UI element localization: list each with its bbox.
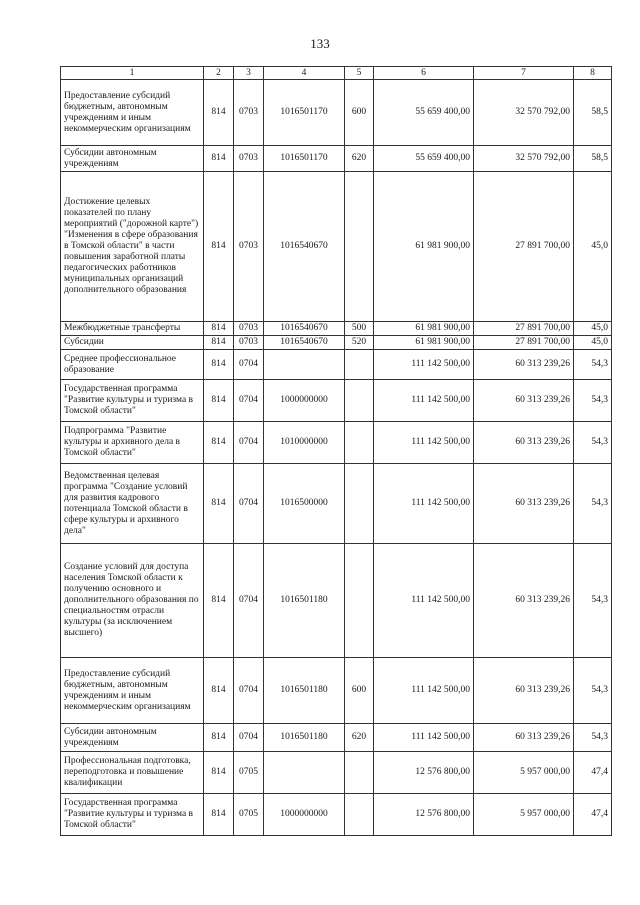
row-admin-code: 814 <box>204 544 234 658</box>
row-percent: 45,0 <box>574 336 612 350</box>
row-section-code: 0704 <box>234 658 264 724</box>
row-fact-amount: 60 313 239,26 <box>474 350 574 380</box>
row-kind-code <box>345 350 374 380</box>
row-plan-amount: 111 142 500,00 <box>374 658 474 724</box>
row-percent: 45,0 <box>574 322 612 336</box>
header-cell: 4 <box>264 67 345 80</box>
row-kind-code: 600 <box>345 658 374 724</box>
row-plan-amount: 12 576 800,00 <box>374 794 474 836</box>
row-percent: 54,3 <box>574 658 612 724</box>
row-admin-code: 814 <box>204 350 234 380</box>
row-kind-code <box>345 172 374 322</box>
row-admin-code: 814 <box>204 724 234 752</box>
row-admin-code: 814 <box>204 146 234 172</box>
row-admin-code: 814 <box>204 80 234 146</box>
row-plan-amount: 61 981 900,00 <box>374 322 474 336</box>
row-name: Среднее профессиональное образование <box>61 350 204 380</box>
row-section-code: 0703 <box>234 172 264 322</box>
table-row <box>61 336 612 350</box>
row-section-code: 0703 <box>234 146 264 172</box>
page-number: 133 <box>310 36 330 51</box>
row-plan-amount: 12 576 800,00 <box>374 752 474 794</box>
row-percent: 54,3 <box>574 544 612 658</box>
row-percent: 45,0 <box>574 172 612 322</box>
row-target-code: 1000000000 <box>264 380 345 422</box>
table-row <box>61 322 612 336</box>
row-name: Государственная программа "Развитие культуры и туризма в Томской области" <box>61 794 204 836</box>
row-plan-amount: 55 659 400,00 <box>374 146 474 172</box>
budget-table <box>60 66 612 836</box>
table-row <box>61 80 612 146</box>
row-kind-code: 600 <box>345 80 374 146</box>
table-row <box>61 752 612 794</box>
row-admin-code: 814 <box>204 336 234 350</box>
row-target-code: 1010000000 <box>264 422 345 464</box>
row-percent: 54,3 <box>574 464 612 544</box>
header-cell: 7 <box>474 67 574 80</box>
row-fact-amount: 60 313 239,26 <box>474 464 574 544</box>
row-target-code: 1016501170 <box>264 146 345 172</box>
row-kind-code <box>345 794 374 836</box>
row-kind-code: 500 <box>345 322 374 336</box>
row-name: Субсидии <box>61 336 204 350</box>
header-cell: 2 <box>204 67 234 80</box>
row-fact-amount: 5 957 000,00 <box>474 752 574 794</box>
row-target-code: 1016540670 <box>264 322 345 336</box>
table-row <box>61 350 612 380</box>
row-section-code: 0704 <box>234 422 264 464</box>
row-target-code: 1016540670 <box>264 172 345 322</box>
row-name: Достижение целевых показателей по плану мероприятий ("дорожной карте") "Изменения в сфере образования в Томской области" в части повышения заработной платы педагогических работников муниципальных организаций дополнительного образования <box>61 172 204 322</box>
row-fact-amount: 32 570 792,00 <box>474 80 574 146</box>
row-kind-code <box>345 464 374 544</box>
header-cell: 3 <box>234 67 264 80</box>
row-name: Государственная программа "Развитие культуры и туризма в Томской области" <box>61 380 204 422</box>
row-plan-amount: 111 142 500,00 <box>374 380 474 422</box>
row-plan-amount: 111 142 500,00 <box>374 544 474 658</box>
row-fact-amount: 5 957 000,00 <box>474 794 574 836</box>
row-fact-amount: 60 313 239,26 <box>474 724 574 752</box>
row-target-code: 1016501180 <box>264 544 345 658</box>
row-name: Подпрограмма "Развитие культуры и архивного дела в Томской области" <box>61 422 204 464</box>
row-admin-code: 814 <box>204 380 234 422</box>
row-fact-amount: 60 313 239,26 <box>474 380 574 422</box>
row-kind-code <box>345 380 374 422</box>
row-kind-code: 620 <box>345 724 374 752</box>
row-name: Создание условий для доступа населения Томской области к получению основного и дополнительного образования по специальностям отрасли культуры (за исключением высшего) <box>61 544 204 658</box>
row-fact-amount: 60 313 239,26 <box>474 544 574 658</box>
table-row <box>61 658 612 724</box>
row-plan-amount: 111 142 500,00 <box>374 464 474 544</box>
row-kind-code: 620 <box>345 146 374 172</box>
row-plan-amount: 111 142 500,00 <box>374 422 474 464</box>
row-section-code: 0703 <box>234 322 264 336</box>
row-percent: 54,3 <box>574 724 612 752</box>
row-percent: 47,4 <box>574 794 612 836</box>
row-section-code: 0703 <box>234 80 264 146</box>
header-cell: 6 <box>374 67 474 80</box>
row-section-code: 0704 <box>234 350 264 380</box>
row-admin-code: 814 <box>204 658 234 724</box>
row-admin-code: 814 <box>204 322 234 336</box>
row-admin-code: 814 <box>204 172 234 322</box>
row-plan-amount: 61 981 900,00 <box>374 172 474 322</box>
row-admin-code: 814 <box>204 464 234 544</box>
row-target-code: 1016500000 <box>264 464 345 544</box>
row-name: Субсидии автономным учреждениям <box>61 724 204 752</box>
row-percent: 54,3 <box>574 422 612 464</box>
row-name: Профессиональная подготовка, переподготовка и повышение квалификации <box>61 752 204 794</box>
row-target-code: 1016501180 <box>264 724 345 752</box>
row-target-code: 1016540670 <box>264 336 345 350</box>
row-section-code: 0705 <box>234 794 264 836</box>
row-section-code: 0704 <box>234 544 264 658</box>
table-row <box>61 794 612 836</box>
row-fact-amount: 60 313 239,26 <box>474 422 574 464</box>
row-fact-amount: 60 313 239,26 <box>474 658 574 724</box>
row-name: Субсидии автономным учреждениям <box>61 146 204 172</box>
row-kind-code <box>345 422 374 464</box>
table-row <box>61 146 612 172</box>
row-target-code: 1016501180 <box>264 658 345 724</box>
header-cell: 5 <box>345 67 374 80</box>
row-name: Ведомственная целевая программа "Создание условий для развития кадрового потенциала Томской области в сфере культуры и архивного дела" <box>61 464 204 544</box>
row-percent: 47,4 <box>574 752 612 794</box>
row-section-code: 0704 <box>234 380 264 422</box>
table-row <box>61 422 612 464</box>
table-row <box>61 724 612 752</box>
row-fact-amount: 27 891 700,00 <box>474 172 574 322</box>
row-fact-amount: 27 891 700,00 <box>474 322 574 336</box>
row-plan-amount: 111 142 500,00 <box>374 350 474 380</box>
row-section-code: 0705 <box>234 752 264 794</box>
row-name: Предоставление субсидий бюджетным, автономным учреждениям и иным некоммерческим организациям <box>61 658 204 724</box>
row-kind-code: 520 <box>345 336 374 350</box>
table-row <box>61 544 612 658</box>
row-admin-code: 814 <box>204 422 234 464</box>
header-cell: 8 <box>574 67 612 80</box>
row-percent: 58,5 <box>574 80 612 146</box>
row-percent: 54,3 <box>574 380 612 422</box>
row-plan-amount: 55 659 400,00 <box>374 80 474 146</box>
table-row <box>61 172 612 322</box>
row-plan-amount: 111 142 500,00 <box>374 724 474 752</box>
table-row <box>61 380 612 422</box>
header-cell: 1 <box>61 67 204 80</box>
row-percent: 54,3 <box>574 350 612 380</box>
row-section-code: 0704 <box>234 724 264 752</box>
row-admin-code: 814 <box>204 752 234 794</box>
row-percent: 58,5 <box>574 146 612 172</box>
row-section-code: 0703 <box>234 336 264 350</box>
row-target-code: 1016501170 <box>264 80 345 146</box>
row-target-code: 1000000000 <box>264 794 345 836</box>
table-row <box>61 464 612 544</box>
row-name: Предоставление субсидий бюджетным, автономным учреждениям и иным некоммерческим организациям <box>61 80 204 146</box>
row-name: Межбюджетные трансферты <box>61 322 204 336</box>
row-fact-amount: 27 891 700,00 <box>474 336 574 350</box>
row-kind-code <box>345 752 374 794</box>
header-row <box>61 67 612 80</box>
row-fact-amount: 32 570 792,00 <box>474 146 574 172</box>
row-section-code: 0704 <box>234 464 264 544</box>
row-admin-code: 814 <box>204 794 234 836</box>
row-target-code <box>264 752 345 794</box>
row-kind-code <box>345 544 374 658</box>
row-plan-amount: 61 981 900,00 <box>374 336 474 350</box>
row-target-code <box>264 350 345 380</box>
